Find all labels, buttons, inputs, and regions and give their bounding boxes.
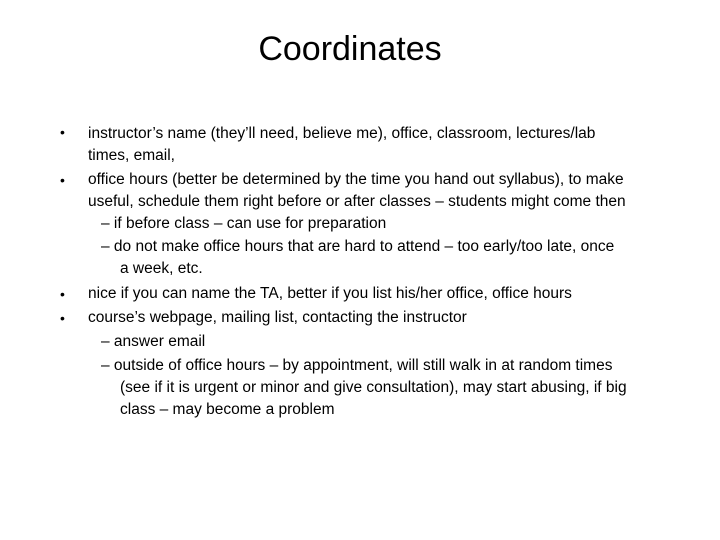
bullet-text: instructor’s name (they’ll need, believe me), office, classroom, lectures/lab <box>88 125 596 142</box>
title-text: Coordinates <box>258 30 442 68</box>
bullet-text: times, email, <box>88 147 175 164</box>
bullet: • <box>60 124 65 140</box>
sub-bullet-text: a week, etc. <box>120 260 203 277</box>
bullet-text: course’s webpage, mailing list, contacting the instructor <box>88 309 467 326</box>
sub-bullet-text: – do not make office hours that are hard to attend – too early/too late, once <box>101 238 615 255</box>
bullet-text: office hours (better be determined by the time you hand out syllabus), to make <box>88 171 624 188</box>
sub-bullet-text: – outside of office hours – by appointment, will still walk in at random times <box>101 357 613 374</box>
bullet-text: nice if you can name the TA, better if you list his/her office, office hours <box>88 285 572 302</box>
slide-title <box>0 30 720 69</box>
sub-bullet-text: (see if it is urgent or minor and give consultation), may start abusing, if big <box>120 379 627 396</box>
bullet: • <box>60 286 65 302</box>
bullet: • <box>60 310 65 326</box>
bullet-text: useful, schedule them right before or after classes – students might come then <box>88 193 626 210</box>
sub-bullet-text: class – may become a problem <box>120 401 335 418</box>
sub-bullet-text: – answer email <box>101 333 206 350</box>
bullet: • <box>60 172 65 188</box>
sub-bullet-text: – if before class – can use for preparation <box>101 215 387 232</box>
